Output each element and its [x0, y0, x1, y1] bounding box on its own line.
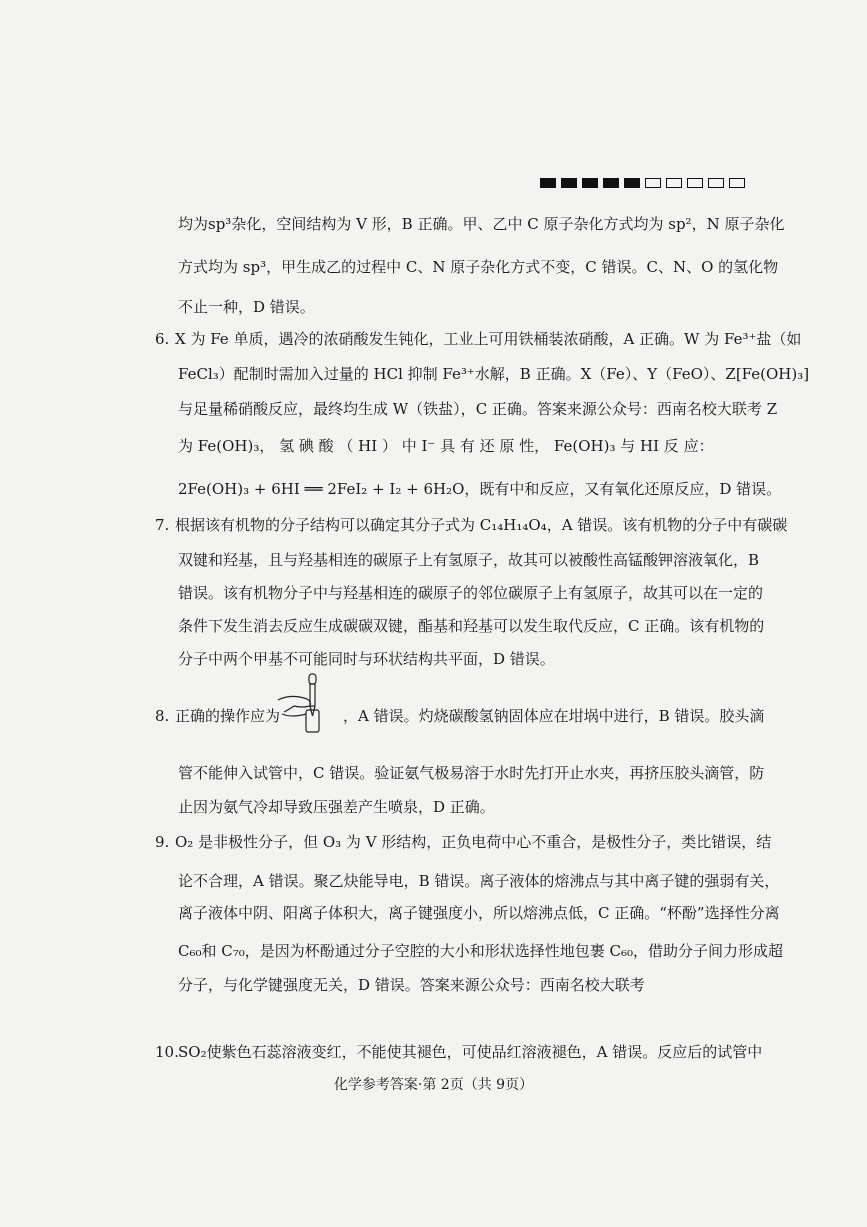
progress-square	[729, 178, 745, 188]
text-line: O₂ 是非极性分子，但 O₃ 为 V 形结构，正负电荷中心不重合，是极性分子，类比错误，结	[175, 833, 772, 851]
progress-square	[540, 178, 556, 188]
progress-square	[603, 178, 619, 188]
text-line: 离子液体中阴、阳离子体积大，离子键强度小，所以熔沸点低，C 正确。“杯酚”选择性分离	[178, 904, 780, 922]
progress-square	[624, 178, 640, 188]
text-line: FeCl₃）配制时需加入过量的 HCl 抑制 Fe³⁺水解，B 正确。X（Fe）、Y（FeO）、Z[Fe(OH)₃]	[178, 365, 810, 383]
text-line: 管不能伸入试管中，C 错误。验证氨气极易溶于水时先打开止水夹，再挤压胶头滴管，防	[178, 764, 765, 782]
text-line: 分子，与化学键强度无关，D 错误。答案来源公众号：西南名校大联考	[178, 976, 645, 994]
progress-square	[687, 178, 703, 188]
question-number: 6.	[155, 330, 170, 348]
question-number: 10.	[155, 1043, 179, 1061]
progress-square	[582, 178, 598, 188]
question-number: 9.	[155, 833, 170, 851]
text-line: 正确的操作应为	[175, 707, 281, 725]
question-number: 7.	[155, 516, 170, 534]
text-line: 2Fe(OH)₃ + 6HI ══ 2FeI₂ + I₂ + 6H₂O，既有中和反应，又有氧化还原反应，D 错误。	[178, 480, 782, 498]
text-line: 分子中两个甲基不可能同时与环状结构共平面，D 错误。	[178, 650, 555, 668]
text-line: 条件下发生消去反应生成碳碳双键，酯基和羟基可以发生取代反应，C 正确。该有机物的	[178, 617, 765, 635]
progress-square	[645, 178, 661, 188]
text-line: C₆₀和 C₇₀，是因为杯酚通过分子空腔的大小和形状选择性地包裹 C₆₀，借助分子间力形成超	[178, 942, 784, 960]
page-footer: 化学参考答案·第 2页（共 9页）	[333, 1077, 534, 1093]
dropper-operation-diagram	[276, 672, 336, 734]
text-line: 止因为氨气冷却导致压强差产生喷泉，D 正确。	[178, 798, 495, 816]
text-line: 根据该有机物的分子结构可以确定其分子式为 C₁₄H₁₄O₄，A 错误。该有机物的分子中有碳碳	[175, 516, 788, 534]
progress-square	[708, 178, 724, 188]
text-line: 方式均为 sp³，甲生成乙的过程中 C、N 原子杂化方式不变，C 错误。C、N、O 的氢化物	[178, 258, 779, 276]
text-line: SO₂使紫色石蕊溶液变红，不能使其褪色，可使品红溶液褪色，A 错误。反应后的试管中	[178, 1043, 763, 1061]
text-line: 为 Fe(OH)₃， 氢 碘 酸 （ HI ） 中 I⁻ 具 有 还 原 性， Fe(OH)₃ 与 HI 反 应：	[178, 437, 714, 455]
text-line: 错误。该有机物分子中与羟基相连的碳原子的邻位碳原子上有氢原子，故其可以在一定的	[178, 584, 764, 602]
text-line: 均为sp³杂化，空间结构为 V 形，B 正确。甲、乙中 C 原子杂化方式均为 sp²，N 原子杂化	[178, 215, 785, 233]
progress-indicator	[540, 178, 745, 188]
question-number: 8.	[155, 707, 170, 725]
text-line: 与足量稀硝酸反应，最终均生成 W（铁盐），C 正确。答案来源公众号：西南名校大联考 Z	[178, 400, 778, 418]
text-line: 双键和羟基，且与羟基相连的碳原子上有氢原子，故其可以被酸性高锰酸钾溶液氧化，B	[178, 551, 760, 569]
progress-square	[561, 178, 577, 188]
progress-square	[666, 178, 682, 188]
text-line: 不止一种，D 错误。	[178, 298, 315, 316]
text-line: ，A 错误。灼烧碳酸氢钠固体应在坩埚中进行，B 错误。胶头滴	[343, 707, 765, 725]
text-line: 论不合理，A 错误。聚乙炔能导电，B 错误。离子液体的熔沸点与其中离子键的强弱有关，	[178, 872, 780, 890]
text-line: X 为 Fe 单质，遇冷的浓硝酸发生钝化，工业上可用铁桶装浓硝酸，A 正确。W 为 Fe³⁺盐（如	[175, 330, 802, 348]
